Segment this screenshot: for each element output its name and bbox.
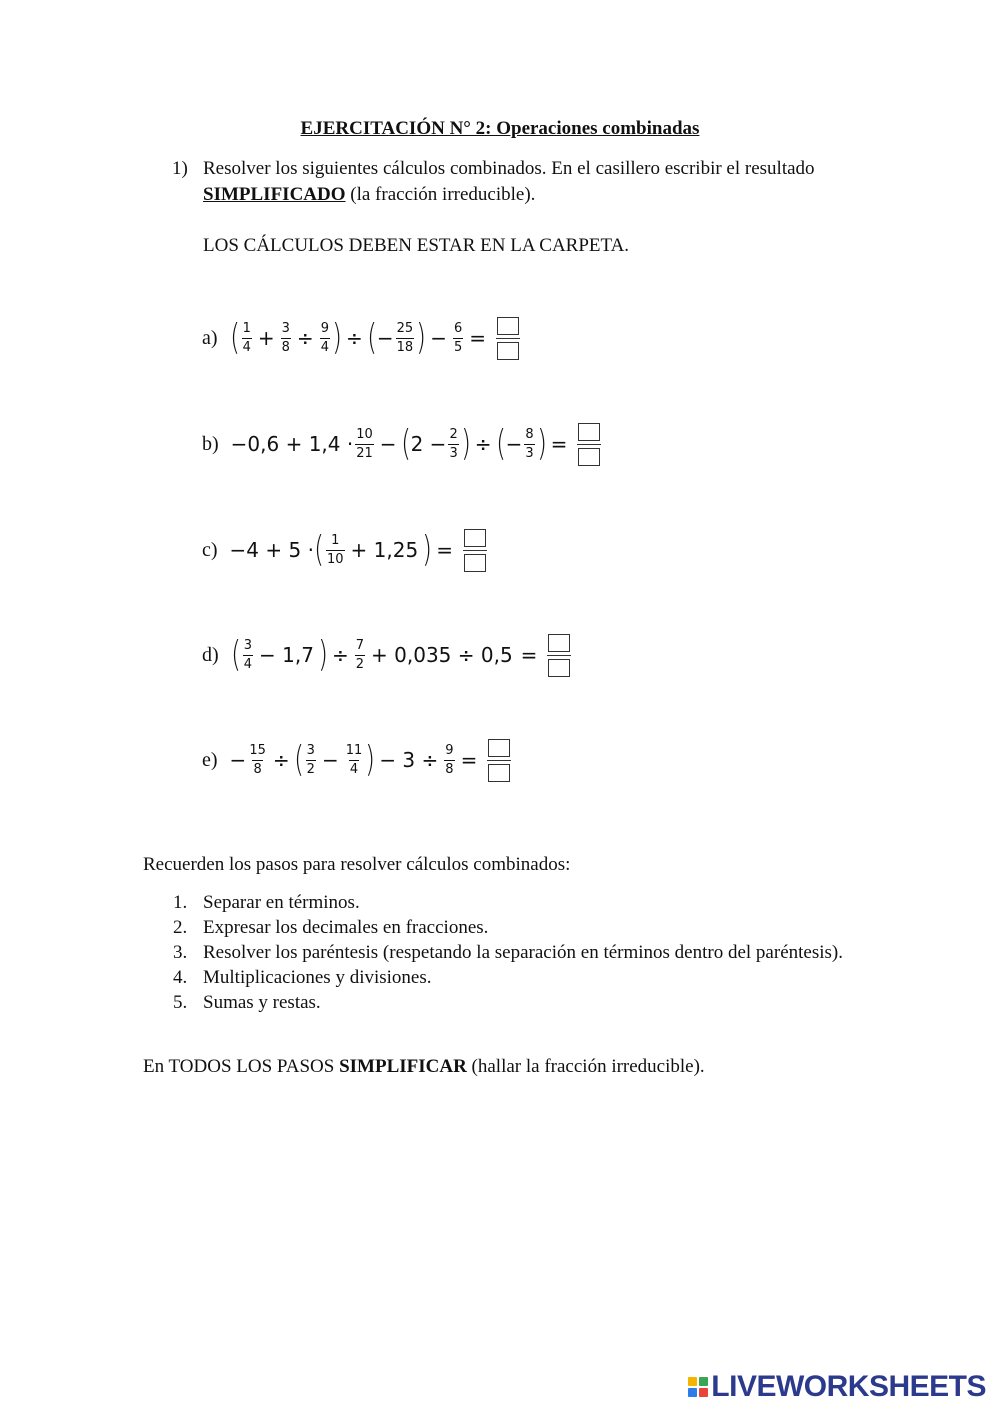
exercise-label: b) [202,432,219,455]
instruction-note: LOS CÁLCULOS DEBEN ESTAR EN LA CARPETA. [203,235,630,256]
close-paren: ) [536,423,547,464]
brand-name: LIVEWORKSHEETS [711,1370,986,1403]
instruction-text: Resolver los siguientes cálculos combinados. En el casillero escribir el resultado [203,158,815,179]
footer-emphasis: SIMPLIFICAR [339,1056,467,1077]
close-paren: ) [318,634,328,675]
fraction: $\frac{11}{4}$ [345,742,363,777]
fraction: $\frac{6}{5}$ [453,320,463,355]
fraction-bar [547,655,571,656]
close-paren: ) [365,739,376,780]
open-paren: ( [314,529,324,570]
fraction: $\frac{25}{18}$ [396,320,414,355]
close-paren: ) [422,529,433,570]
list-item: 5. Sumas y restas. [173,992,321,1013]
open-paren: ( [229,317,240,358]
page-title: EJERCITACIÓN N° 2: Operaciones combinadas [300,118,700,139]
list-item: 4. Multiplicaciones y divisiones. [173,967,432,988]
denominator-input-b[interactable] [578,448,600,466]
footer-note: En TODOS LOS PASOS SIMPLIFICAR (hallar la fracción irreducible). [143,1056,705,1077]
exercise-d [202,625,571,685]
exercise-e [202,730,511,790]
denominator-input-a[interactable] [497,342,519,360]
expression: − $\frac{15}{8}$ ÷ ( $\frac{3}{2}$ − $\frac{11}{4}$ ) − 3 ÷ $\frac{9}{8}$ = [229,739,478,780]
fraction-bar [463,550,487,551]
expression: ( $\frac{3}{4}$ − 1,7 ) ÷ $\frac{7}{2}$ + 0,035 ÷ 0,5 = [230,634,538,675]
instruction-text-after: (la fracción irreducible). [345,184,536,205]
logo-mark-icon [688,1377,708,1397]
exercise-label: c) [202,538,218,561]
exercise-b [202,414,601,474]
exercise-a [202,308,520,368]
fraction: $\frac{9}{4}$ [320,320,329,355]
denominator-input-c[interactable] [464,554,486,572]
list-item: 2. Expresar los decimales en fracciones. [173,917,489,938]
numerator-input-c[interactable] [464,529,486,547]
fraction: $\frac{8}{3}$ [525,426,534,461]
liveworksheets-logo [688,1370,986,1404]
fraction: $\frac{9}{8}$ [445,742,454,777]
instruction [172,156,872,208]
answer-fraction-b[interactable] [577,423,601,466]
reminder-text: Recuerden los pasos para resolver cálculos combinados: [143,854,571,875]
instruction-number: 1) [172,158,188,179]
fraction: $\frac{15}{8}$ [249,742,266,777]
answer-fraction-a[interactable] [496,317,520,360]
open-paren: ( [400,423,411,464]
numerator-input-b[interactable] [578,423,600,441]
fraction-bar [496,338,520,339]
open-paren: ( [495,423,506,464]
expression: −4 + 5 · ( $\frac{1}{10}$ + 1,25 ) = [229,529,454,570]
close-paren: ) [460,423,471,464]
instruction-emphasis: SIMPLIFICADO [203,184,346,205]
list-item: 1. Separar en términos. [173,892,360,913]
fraction-bar [487,760,511,761]
open-paren: ( [230,634,241,675]
exercise-label: a) [202,326,218,349]
close-paren: ) [416,317,427,358]
fraction: $\frac{1}{4}$ [242,320,251,355]
list-item: 3. Resolver los paréntesis (respetando la separación en términos dentro del paréntesis). [173,942,843,963]
answer-fraction-d[interactable] [547,634,571,677]
exercise-c [202,520,487,580]
fraction: $\frac{3}{8}$ [281,320,290,355]
open-paren: ( [366,317,377,358]
steps-list [143,890,858,1015]
numerator-input-d[interactable] [548,634,570,652]
expression: −0,6 + 1,4 · $\frac{10}{21}$ − ( 2 − $\frac{2}{3}$ ) ÷ ( − $\frac{8}{3}$ ) = [230,423,568,464]
exercise-label: e) [202,748,218,771]
answer-fraction-c[interactable] [463,529,487,572]
fraction: $\frac{1}{10}$ [327,532,344,567]
open-paren: ( [293,739,304,780]
close-paren: ) [332,317,342,358]
fraction: $\frac{10}{21}$ [356,426,373,461]
denominator-input-e[interactable] [488,764,510,782]
answer-fraction-e[interactable] [487,739,511,782]
denominator-input-d[interactable] [548,659,570,677]
fraction: $\frac{7}{2}$ [355,637,365,672]
expression: ( $\frac{1}{4}$ + $\frac{3}{8}$ ÷ $\frac{9}{4}$ ) ÷ ( − $\frac{25}{18}$ ) − $\frac{6}{5}$ = [229,317,486,358]
fraction-bar [577,444,601,445]
numerator-input-a[interactable] [497,317,519,335]
fraction: $\frac{3}{2}$ [306,742,315,777]
exercise-label: d) [202,643,219,666]
numerator-input-e[interactable] [488,739,510,757]
fraction: $\frac{2}{3}$ [449,426,458,461]
fraction: $\frac{3}{4}$ [243,637,252,672]
